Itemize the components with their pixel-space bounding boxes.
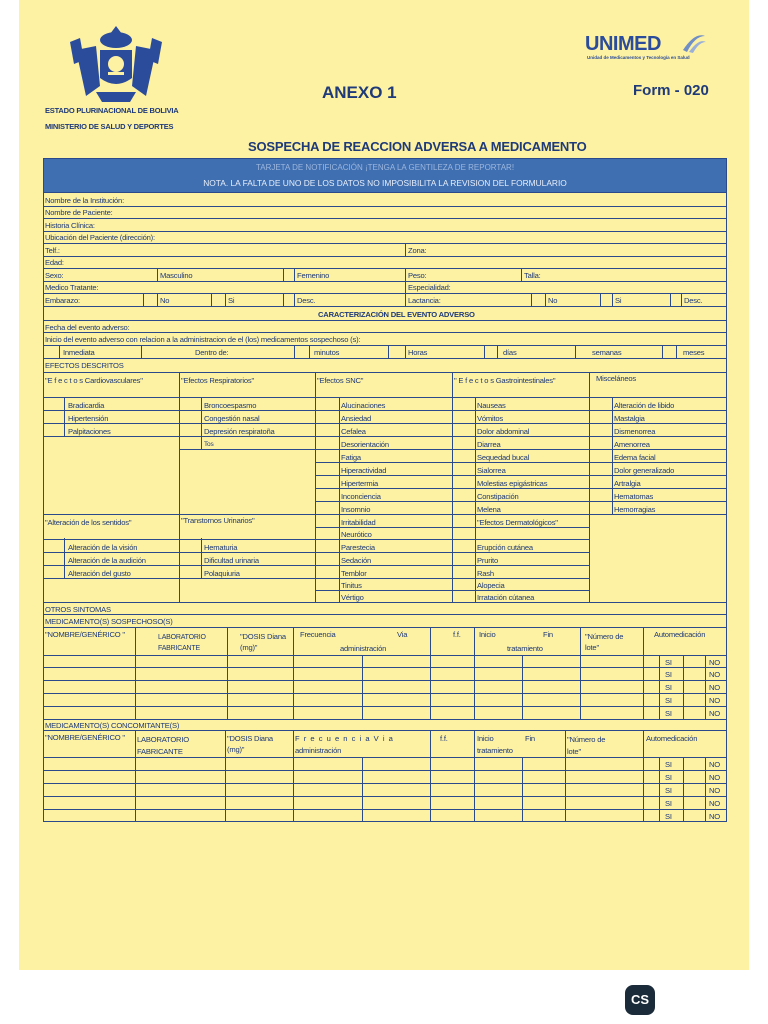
conc-col-ff: f.f.	[440, 734, 448, 743]
field-ubicacion[interactable]: Ubicación del Paciente (dirección):	[45, 233, 155, 242]
unimed-wordmark: UNIMED	[585, 33, 661, 55]
field-institucion[interactable]: Nombre de la Institución:	[45, 196, 124, 205]
sosp-si[interactable]: SI	[665, 683, 672, 692]
conc-col-inicio: Inicio	[477, 734, 494, 743]
resp-item[interactable]: Tos	[204, 441, 214, 448]
sentidos-item[interactable]: Alteración de la audición	[68, 556, 146, 565]
anexo-title: ANEXO 1	[322, 83, 397, 102]
gastro-item[interactable]: Sialorrea	[477, 466, 506, 475]
field-peso[interactable]: Peso:	[408, 271, 427, 280]
org-line-2: MINISTERIO DE SALUD Y DEPORTES	[45, 122, 174, 131]
urin-item[interactable]: Hematuria	[204, 543, 238, 552]
efectos-descritos-label: EFECTOS DESCRITOS	[45, 361, 124, 370]
option-meses[interactable]: meses	[683, 348, 705, 357]
option-femenino[interactable]: Femenino	[297, 271, 330, 280]
option-masculino[interactable]: Masculino	[160, 271, 193, 280]
conc-si[interactable]: SI	[665, 760, 672, 769]
snc-item[interactable]: Insomnio	[341, 505, 371, 514]
lactancia-si[interactable]: Si	[615, 296, 622, 305]
gastro-item[interactable]: Diarrea	[477, 440, 501, 449]
sosp-col-lab: LABORATORIO FABRICANTE	[158, 634, 206, 652]
conc-col-fin: Fin	[525, 734, 535, 743]
sosp-col-via: Via	[397, 630, 408, 639]
snc-item[interactable]: Desorientación	[341, 440, 389, 449]
snc-title: "Efectos SNC"	[317, 376, 364, 385]
resp-title: "Efectos Respiratorios"	[181, 376, 254, 385]
field-medico[interactable]: Medico Tratante:	[45, 283, 99, 292]
otros-sintomas[interactable]: OTROS SINTOMAS	[45, 605, 111, 614]
conc-no[interactable]: NO	[709, 773, 720, 782]
gastro-item[interactable]: Sequedad bucal	[477, 453, 530, 462]
snc-item[interactable]: Hipertermia	[341, 479, 379, 488]
conc-no[interactable]: NO	[709, 786, 720, 795]
snc-item[interactable]: Inconciencia	[341, 492, 381, 501]
sosp-col-dosis: "DOSIS Diana (mg)"	[240, 632, 286, 652]
derm-item[interactable]: Irratación cútanea	[477, 593, 535, 602]
camscanner-badge-icon: CS	[625, 985, 655, 1015]
sosp-no[interactable]: NO	[709, 709, 720, 718]
misc-item[interactable]: Alteración de libido	[614, 401, 675, 410]
urin-item[interactable]: Polaquiuria	[204, 569, 240, 578]
label-dentro: Dentro de:	[195, 348, 229, 357]
snc-item[interactable]: Ansiedad	[341, 414, 372, 423]
sosp-no[interactable]: NO	[709, 670, 720, 679]
sosp-no[interactable]: NO	[709, 696, 720, 705]
misc-item[interactable]: Dismenorrea	[614, 427, 656, 436]
sosp-no[interactable]: NO	[709, 683, 720, 692]
field-edad[interactable]: Edad:	[45, 258, 64, 267]
snc-item[interactable]: Irritabilidad	[341, 518, 376, 527]
lactancia-no[interactable]: No	[548, 296, 558, 305]
snc-item[interactable]: Parestecia	[341, 543, 375, 552]
gastro-item[interactable]: Molestias epigástricas	[477, 479, 548, 488]
sosp-si[interactable]: SI	[665, 670, 672, 679]
sentidos-title: "Alteración de los sentidos"	[45, 518, 132, 527]
option-inmediata[interactable]: Inmediata	[63, 348, 95, 357]
field-embarazo: Embarazo:	[45, 296, 80, 305]
cardio-item[interactable]: Bradicardia	[68, 401, 105, 410]
conc-si[interactable]: SI	[665, 812, 672, 821]
sosp-col-tratamiento: tratamiento	[507, 644, 543, 653]
field-fecha-evento[interactable]: Fecha del evento adverso:	[45, 323, 130, 332]
conc-si[interactable]: SI	[665, 773, 672, 782]
org-line-1: ESTADO PLURINACIONAL DE BOLIVIA	[45, 106, 179, 115]
banner-line-1: TARJETA DE NOTIFICACIÓN ¡TENGA LA GENTILEZA DE REPORTAR!	[255, 163, 515, 172]
conc-col-tratamiento: tratamiento	[477, 746, 513, 755]
snc-item[interactable]: Alucinaciones	[341, 401, 386, 410]
resp-item[interactable]: Broncoespasmo	[204, 401, 257, 410]
caracterizacion-title: CARACTERIZACIÓN DEL EVENTO ADVERSO	[318, 310, 475, 319]
snc-item[interactable]: Tinitus	[341, 581, 362, 590]
option-semanas[interactable]: semanas	[592, 348, 622, 357]
derm-title: "Efectos Dermatológicos"	[477, 518, 558, 527]
misc-item[interactable]: Mastalgia	[614, 414, 645, 423]
option-dias[interactable]: días	[503, 348, 517, 357]
gastro-item[interactable]: Vómitos	[477, 414, 504, 423]
option-horas[interactable]: Horas	[408, 348, 428, 357]
snc-item[interactable]: Sedación	[341, 556, 372, 565]
lactancia-desc[interactable]: Desc.	[684, 296, 703, 305]
unimed-swoosh-icon	[681, 30, 707, 54]
field-telf[interactable]: Telf.:	[45, 246, 60, 255]
unimed-tagline: Unidad de Medicamentos y Tecnología en Salud	[587, 55, 690, 60]
field-inicio-evento: Inicio del evento adverso con relacion a la administracion de el (los) medicamentos sospechoso (s):	[45, 335, 361, 344]
field-historia[interactable]: Historia Clínica:	[45, 221, 95, 230]
sosp-si[interactable]: SI	[665, 696, 672, 705]
snc-item[interactable]: Cefalea	[341, 427, 366, 436]
conc-col-administracion: administración	[295, 746, 342, 755]
misc-item[interactable]: Artralgia	[614, 479, 641, 488]
gastro-item[interactable]: Dolor abdominal	[477, 427, 530, 436]
conc-col-frecuencia: F r e c u e n c i a V i a	[295, 734, 394, 743]
sosp-col-lote: "Número de lote"	[585, 632, 624, 652]
cardio-item[interactable]: Hipertensión	[68, 414, 109, 423]
unimed-logo	[585, 30, 730, 70]
conc-col-lab: LABORATORIO FABRICANTE	[137, 735, 189, 756]
derm-item[interactable]: Erupción cutánea	[477, 543, 533, 552]
sosp-col-frecuencia: Frecuencia	[300, 630, 336, 639]
conc-col-dosis: "DOSIS Diana (mg)"	[227, 734, 273, 754]
snc-item[interactable]: Hiperactividad	[341, 466, 387, 475]
cardio-item[interactable]: Palpitaciones	[68, 427, 111, 436]
snc-item[interactable]: Neurótico	[341, 530, 372, 539]
derm-item[interactable]: Alopecia	[477, 581, 505, 590]
misc-item[interactable]: Hematomas	[614, 492, 654, 501]
concomitantes-title: MEDICAMENTO(S) CONCOMITANTE(S)	[45, 721, 180, 730]
snc-item[interactable]: Fatiga	[341, 453, 361, 462]
conc-col-lote: "Número de lote"	[567, 735, 606, 756]
conc-no[interactable]: NO	[709, 812, 720, 821]
sosp-si[interactable]: SI	[665, 658, 672, 667]
notice-banner	[43, 158, 727, 193]
sosp-col-nombre: "NOMBRE/GENÉRICO "	[45, 630, 125, 639]
snc-item[interactable]: Temblor	[341, 569, 367, 578]
field-paciente[interactable]: Nombre de Paciente:	[45, 208, 113, 217]
urin-title: "Transtornos Urinarios"	[181, 516, 255, 525]
sentidos-item[interactable]: Alteración del gusto	[68, 569, 131, 578]
cardio-title: "E f e c t o s Cardiovasculares"	[45, 376, 143, 385]
form-title: SOSPECHA DE REACCION ADVERSA A MEDICAMENTO	[248, 139, 587, 154]
misc-item[interactable]: Edema facial	[614, 453, 656, 462]
gastro-item[interactable]: Nauseas	[477, 401, 506, 410]
field-especialidad[interactable]: Especialidad:	[408, 283, 451, 292]
sentidos-item[interactable]: Alteración de la visión	[68, 543, 138, 552]
sosp-col-administracion: administración	[340, 644, 387, 653]
conc-si[interactable]: SI	[665, 799, 672, 808]
embarazo-desc[interactable]: Desc.	[297, 296, 316, 305]
field-lactancia: Lactancia:	[408, 296, 441, 305]
misc-item[interactable]: Dolor generalizado	[614, 466, 675, 475]
embarazo-no[interactable]: No	[160, 296, 170, 305]
coat-of-arms-logo	[66, 20, 166, 108]
conc-no[interactable]: NO	[709, 799, 720, 808]
derm-item[interactable]: Prurito	[477, 556, 498, 565]
snc-item[interactable]: Vértigo	[341, 593, 364, 602]
sosp-col-inicio: Inicio	[479, 630, 496, 639]
conc-si[interactable]: SI	[665, 786, 672, 795]
misc-item[interactable]: Hemorragias	[614, 505, 656, 514]
field-sexo: Sexo:	[45, 271, 64, 280]
urin-item[interactable]: Dificultad urinaria	[204, 556, 259, 565]
gastro-item[interactable]: Melena	[477, 505, 501, 514]
derm-item[interactable]: Rash	[477, 569, 494, 578]
gastro-title: " E f e c t o s Gastrointestinales"	[454, 376, 556, 385]
sosp-col-ff: f.f.	[453, 630, 461, 639]
sosp-col-fin: Fin	[543, 630, 553, 639]
conc-col-auto: Automedicación	[646, 734, 698, 743]
conc-no[interactable]: NO	[709, 760, 720, 769]
conc-col-nombre: "NOMBRE/GENÉRICO "	[45, 733, 125, 742]
embarazo-si[interactable]: Si	[228, 296, 235, 305]
field-talla[interactable]: Talla:	[524, 271, 541, 280]
misc-item[interactable]: Amenorrea	[614, 440, 650, 449]
option-minutos[interactable]: minutos	[314, 348, 340, 357]
sosp-col-auto: Automedicación	[654, 630, 706, 639]
resp-item[interactable]: Congestión nasal	[204, 414, 260, 423]
sosp-si[interactable]: SI	[665, 709, 672, 718]
sosp-no[interactable]: NO	[709, 658, 720, 667]
banner-line-2: NOTA. LA FALTA DE UNO DE LOS DATOS NO IMPOSIBILITA LA REVISION DEL FORMULARIO	[203, 178, 567, 188]
misc-title: Misceláneos	[596, 374, 637, 383]
gastro-item[interactable]: Constipación	[477, 492, 519, 501]
field-zona[interactable]: Zona:	[408, 246, 427, 255]
sospechosos-title: MEDICAMENTO(S) SOSPECHOSO(S)	[45, 617, 173, 626]
resp-item[interactable]: Depresión respiratoña	[204, 427, 275, 436]
form-number: Form - 020	[633, 82, 709, 99]
